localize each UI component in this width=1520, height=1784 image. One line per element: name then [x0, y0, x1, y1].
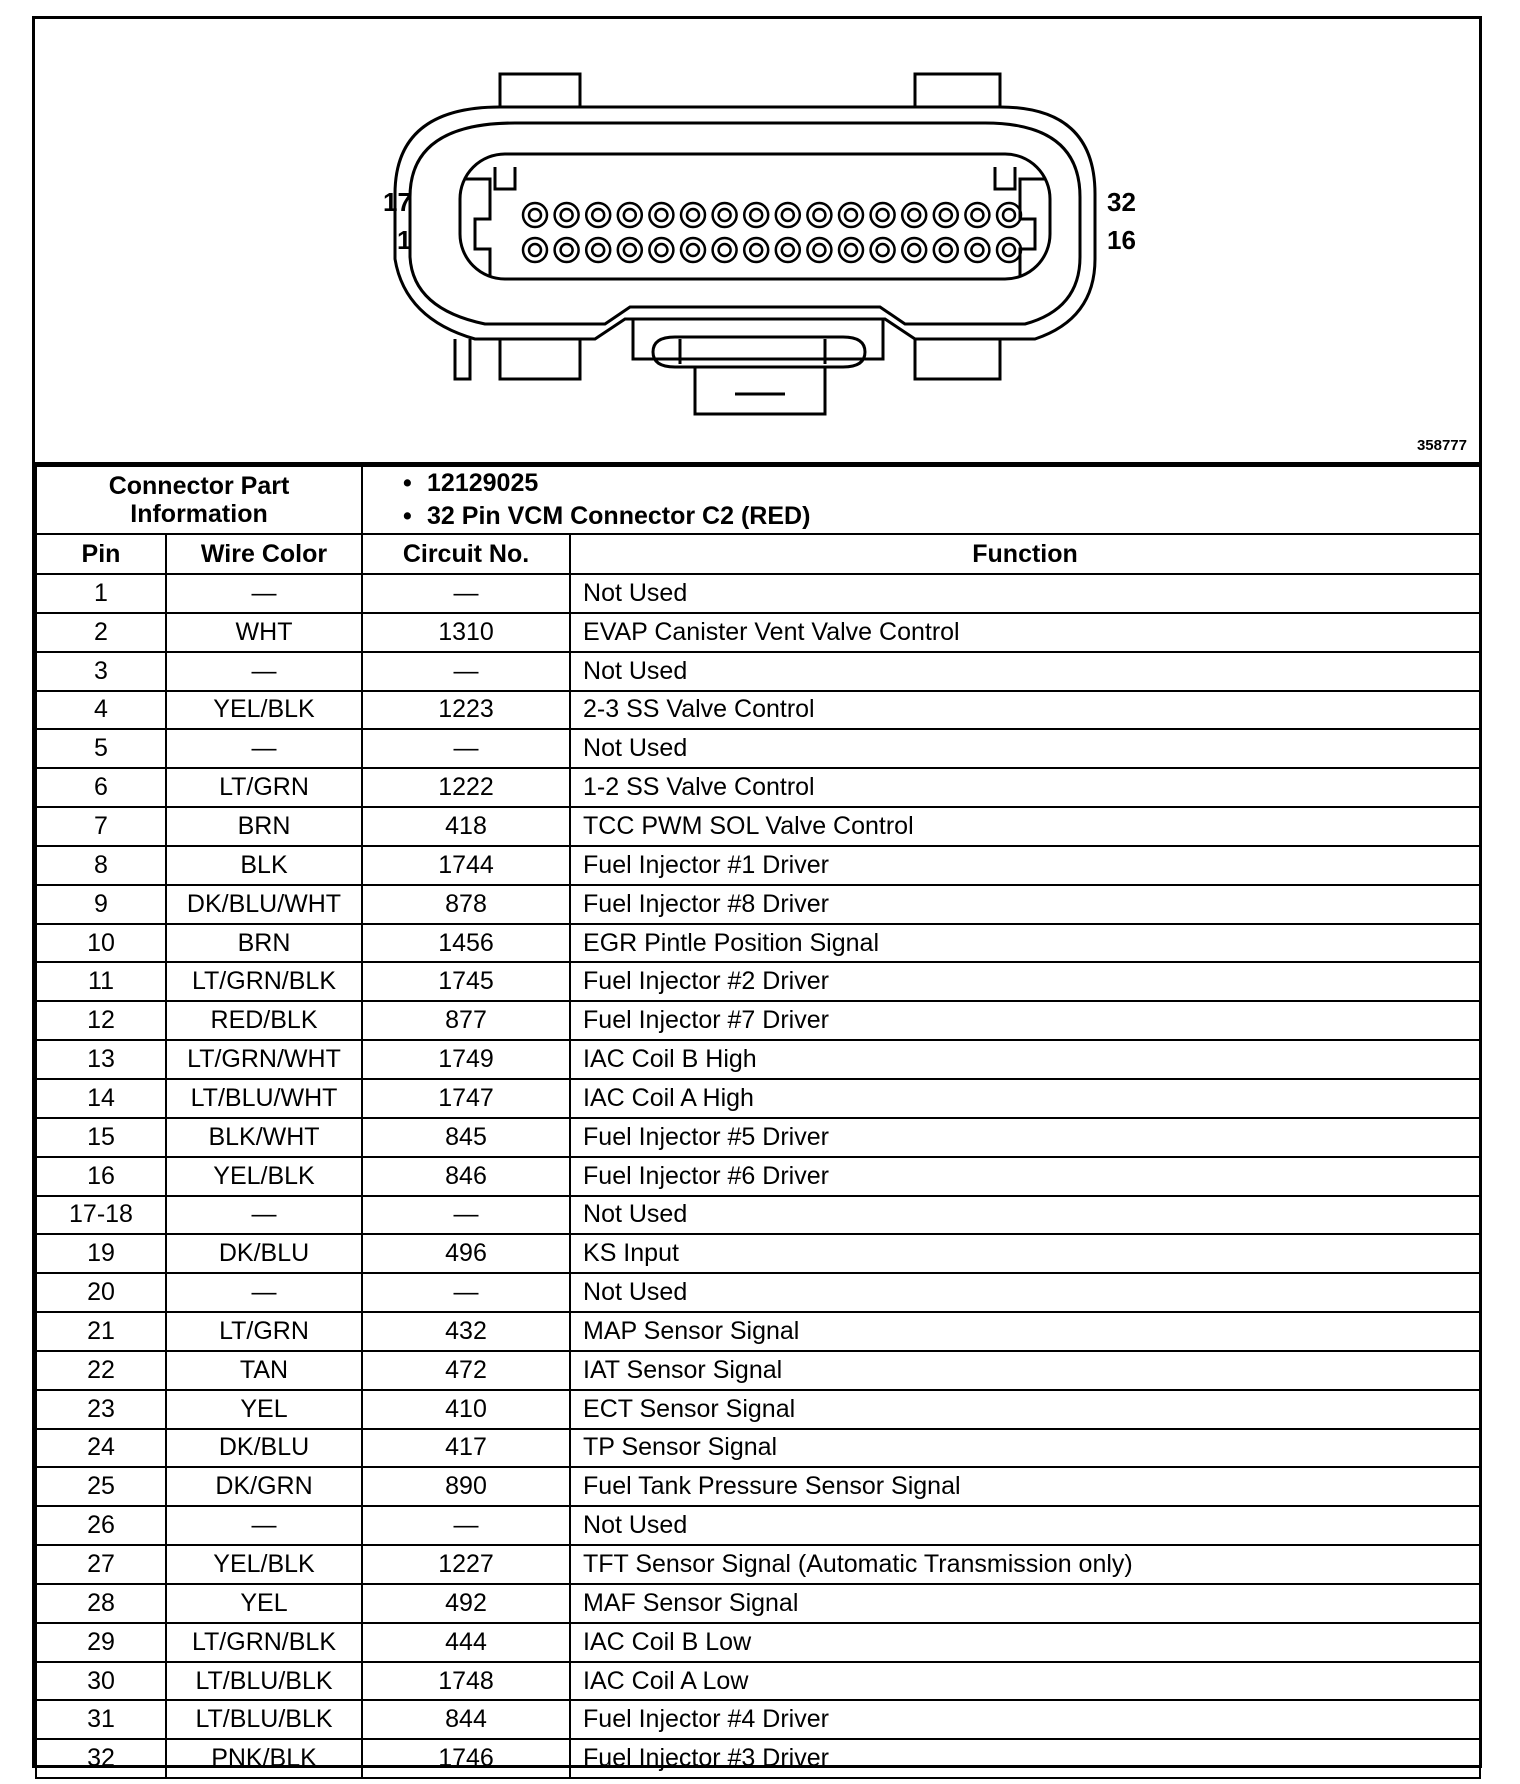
cell-circuit: 1310	[362, 613, 570, 652]
cell-function: MAP Sensor Signal	[570, 1312, 1480, 1351]
cell-pin: 26	[36, 1506, 166, 1545]
cell-circuit: 496	[362, 1234, 570, 1273]
cell-pin: 10	[36, 924, 166, 963]
cell-function: Fuel Injector #3 Driver	[570, 1739, 1480, 1778]
cell-circuit: 444	[362, 1623, 570, 1662]
pin-contact	[845, 244, 857, 256]
col-header-wire-color: Wire Color	[166, 534, 362, 574]
table-row	[36, 1739, 1480, 1778]
cell-function: EVAP Canister Vent Valve Control	[570, 613, 1480, 652]
cell-pin: 8	[36, 846, 166, 885]
pin-contact	[655, 244, 667, 256]
cell-function: Fuel Injector #4 Driver	[570, 1700, 1480, 1739]
pin-contact	[719, 209, 731, 221]
cell-circuit: 492	[362, 1584, 570, 1623]
pin-contact	[529, 244, 541, 256]
table-row	[36, 1545, 1480, 1584]
pin-cavity	[934, 203, 958, 227]
table-row	[36, 1662, 1480, 1701]
cell-circuit: 418	[362, 807, 570, 846]
pin-cavity	[965, 203, 989, 227]
cell-wire-color: —	[166, 1273, 362, 1312]
pin-contact	[750, 209, 762, 221]
cell-wire-color: YEL	[166, 1390, 362, 1429]
pin-cavity	[776, 203, 800, 227]
cell-circuit: 472	[362, 1351, 570, 1390]
cell-function: Fuel Injector #5 Driver	[570, 1118, 1480, 1157]
cell-function: TFT Sensor Signal (Automatic Transmission only)	[570, 1545, 1480, 1584]
cell-wire-color: —	[166, 574, 362, 613]
cell-wire-color: TAN	[166, 1351, 362, 1390]
pin-contact	[561, 244, 573, 256]
cell-circuit: —	[362, 652, 570, 691]
pin-cavity	[902, 203, 926, 227]
cell-function: Not Used	[570, 1196, 1480, 1235]
pin-cavity	[997, 238, 1021, 262]
pin-cavity	[523, 238, 547, 262]
cell-pin: 11	[36, 962, 166, 1001]
cell-wire-color: PNK/BLK	[166, 1739, 362, 1778]
pin-cavity	[776, 238, 800, 262]
cell-pin: 21	[36, 1312, 166, 1351]
cell-pin: 3	[36, 652, 166, 691]
table-header-row	[36, 534, 1480, 574]
table-row	[36, 652, 1480, 691]
cell-pin: 6	[36, 768, 166, 807]
connector-info-label: Connector Part Information	[36, 466, 362, 534]
pin-cavity	[713, 203, 737, 227]
pin-cavity	[681, 203, 705, 227]
table-row	[36, 1390, 1480, 1429]
table-row	[36, 1584, 1480, 1623]
pin-cavity	[523, 203, 547, 227]
cell-function: IAC Coil A Low	[570, 1662, 1480, 1701]
cell-wire-color: —	[166, 1506, 362, 1545]
cell-pin: 9	[36, 885, 166, 924]
cell-pin: 20	[36, 1273, 166, 1312]
cell-wire-color: YEL/BLK	[166, 691, 362, 730]
cell-function: KS Input	[570, 1234, 1480, 1273]
table-row	[36, 1312, 1480, 1351]
cell-wire-color: RED/BLK	[166, 1001, 362, 1040]
cell-function: Fuel Injector #8 Driver	[570, 885, 1480, 924]
cell-circuit: 1747	[362, 1079, 570, 1118]
table-row	[36, 691, 1480, 730]
cell-function: 2-3 SS Valve Control	[570, 691, 1480, 730]
pin-contact	[782, 209, 794, 221]
pin-contact	[1003, 244, 1015, 256]
cell-pin: 13	[36, 1040, 166, 1079]
pin-contact	[971, 244, 983, 256]
cell-wire-color: YEL	[166, 1584, 362, 1623]
cell-pin: 31	[36, 1700, 166, 1739]
table-row	[36, 1118, 1480, 1157]
table-row	[36, 1234, 1480, 1273]
pin-cavity	[744, 238, 768, 262]
col-header-circuit: Circuit No.	[362, 534, 570, 574]
pin-contact	[813, 209, 825, 221]
pin-contact	[908, 209, 920, 221]
cell-function: 1-2 SS Valve Control	[570, 768, 1480, 807]
cell-wire-color: LT/GRN/BLK	[166, 962, 362, 1001]
cell-pin: 22	[36, 1351, 166, 1390]
cell-circuit: —	[362, 729, 570, 768]
pin-contact	[782, 244, 794, 256]
pin-contact	[813, 244, 825, 256]
table-row	[36, 1429, 1480, 1468]
cell-circuit: 1745	[362, 962, 570, 1001]
pin-cavity	[681, 238, 705, 262]
cell-function: IAC Coil B High	[570, 1040, 1480, 1079]
cell-wire-color: LT/BLU/WHT	[166, 1079, 362, 1118]
table-row	[36, 807, 1480, 846]
cell-pin: 23	[36, 1390, 166, 1429]
cell-pin: 30	[36, 1662, 166, 1701]
cell-wire-color: YEL/BLK	[166, 1545, 362, 1584]
cell-function: EGR Pintle Position Signal	[570, 924, 1480, 963]
pin-label-16: 16	[1107, 225, 1136, 255]
pin-cavity	[618, 203, 642, 227]
cell-wire-color: LT/GRN	[166, 768, 362, 807]
cell-circuit: 1748	[362, 1662, 570, 1701]
table-row	[36, 1001, 1480, 1040]
cell-circuit: 1223	[362, 691, 570, 730]
cell-wire-color: LT/BLU/BLK	[166, 1662, 362, 1701]
cell-wire-color: DK/BLU	[166, 1234, 362, 1273]
pin-cavity	[997, 203, 1021, 227]
cell-wire-color: BLK/WHT	[166, 1118, 362, 1157]
pin-label-32: 32	[1107, 187, 1136, 217]
table-row	[36, 1157, 1480, 1196]
table-row	[36, 1273, 1480, 1312]
table-row	[36, 1506, 1480, 1545]
cell-pin: 4	[36, 691, 166, 730]
cell-wire-color: LT/BLU/BLK	[166, 1700, 362, 1739]
pin-cavity	[902, 238, 926, 262]
cell-function: Not Used	[570, 1273, 1480, 1312]
cell-circuit: 1456	[362, 924, 570, 963]
cell-pin: 14	[36, 1079, 166, 1118]
table-row	[36, 1040, 1480, 1079]
pin-cavity	[807, 238, 831, 262]
cell-wire-color: LT/GRN/BLK	[166, 1623, 362, 1662]
table-row	[36, 1079, 1480, 1118]
figure-number: 358777	[1416, 437, 1467, 454]
cell-circuit: 1749	[362, 1040, 570, 1079]
cell-pin: 17-18	[36, 1196, 166, 1235]
pin-cavity	[713, 238, 737, 262]
col-header-function: Function	[570, 534, 1480, 574]
cell-function: MAF Sensor Signal	[570, 1584, 1480, 1623]
cell-function: Fuel Injector #1 Driver	[570, 846, 1480, 885]
connector-description: 32 Pin VCM Connector C2 (RED)	[427, 502, 811, 530]
connector-info-row	[36, 466, 1480, 534]
connector-face-drawing	[35, 19, 1479, 459]
cell-function: Fuel Injector #6 Driver	[570, 1157, 1480, 1196]
connector-diagram	[35, 19, 1479, 465]
pin-contact	[624, 209, 636, 221]
cell-function: IAC Coil B Low	[570, 1623, 1480, 1662]
cell-circuit: 890	[362, 1467, 570, 1506]
pin-contact	[908, 244, 920, 256]
pin-contact	[592, 209, 604, 221]
pin-contact	[687, 244, 699, 256]
cell-wire-color: WHT	[166, 613, 362, 652]
cell-pin: 5	[36, 729, 166, 768]
cell-wire-color: DK/GRN	[166, 1467, 362, 1506]
cell-function: ECT Sensor Signal	[570, 1390, 1480, 1429]
table-row	[36, 846, 1480, 885]
cell-wire-color: DK/BLU	[166, 1429, 362, 1468]
cell-pin: 25	[36, 1467, 166, 1506]
connector-sheet	[32, 16, 1482, 1773]
cell-function: IAT Sensor Signal	[570, 1351, 1480, 1390]
pin-contact	[687, 209, 699, 221]
cell-wire-color: —	[166, 1196, 362, 1235]
pin-contact	[940, 209, 952, 221]
pin-contact	[592, 244, 604, 256]
cell-pin: 16	[36, 1157, 166, 1196]
pin-contact	[940, 244, 952, 256]
cell-circuit: 1744	[362, 846, 570, 885]
cell-circuit: 878	[362, 885, 570, 924]
cell-pin: 1	[36, 574, 166, 613]
cell-circuit: 1746	[362, 1739, 570, 1778]
table-row	[36, 768, 1480, 807]
pin-contact	[719, 244, 731, 256]
cell-function: TP Sensor Signal	[570, 1429, 1480, 1468]
cell-pin: 32	[36, 1739, 166, 1778]
pin-contact	[561, 209, 573, 221]
cell-pin: 19	[36, 1234, 166, 1273]
table-row	[36, 613, 1480, 652]
table-row	[36, 962, 1480, 1001]
pin-contact	[1003, 209, 1015, 221]
pin-cavity	[839, 203, 863, 227]
cell-pin: 27	[36, 1545, 166, 1584]
table-row	[36, 1623, 1480, 1662]
cell-pin: 2	[36, 613, 166, 652]
cell-function: Fuel Tank Pressure Sensor Signal	[570, 1467, 1480, 1506]
pinout-table	[35, 465, 1481, 1779]
cell-function: Fuel Injector #2 Driver	[570, 962, 1480, 1001]
cell-circuit: —	[362, 574, 570, 613]
pin-cavity	[965, 238, 989, 262]
cell-circuit: —	[362, 1273, 570, 1312]
cell-pin: 29	[36, 1623, 166, 1662]
cell-circuit: 846	[362, 1157, 570, 1196]
table-row	[36, 1351, 1480, 1390]
cell-wire-color: YEL/BLK	[166, 1157, 362, 1196]
table-row	[36, 574, 1480, 613]
cell-circuit: 1227	[362, 1545, 570, 1584]
cell-pin: 7	[36, 807, 166, 846]
pin-cavity	[618, 238, 642, 262]
pin-cavity	[934, 238, 958, 262]
pin-cavity	[871, 203, 895, 227]
cell-wire-color: —	[166, 729, 362, 768]
cell-wire-color: BRN	[166, 807, 362, 846]
cell-pin: 28	[36, 1584, 166, 1623]
cell-function: Not Used	[570, 729, 1480, 768]
table-row	[36, 1196, 1480, 1235]
pin-contact	[877, 209, 889, 221]
cell-circuit: 432	[362, 1312, 570, 1351]
cell-pin: 15	[36, 1118, 166, 1157]
pin-cavity	[871, 238, 895, 262]
cell-wire-color: BLK	[166, 846, 362, 885]
cell-circuit: —	[362, 1506, 570, 1545]
pin-contact	[750, 244, 762, 256]
pin-cavity	[807, 203, 831, 227]
cell-pin: 24	[36, 1429, 166, 1468]
pin-label-17: 17	[383, 187, 412, 217]
table-row	[36, 1700, 1480, 1739]
pin-contact	[529, 209, 541, 221]
cell-circuit: 844	[362, 1700, 570, 1739]
pin-cavity	[586, 238, 610, 262]
cell-wire-color: LT/GRN/WHT	[166, 1040, 362, 1079]
cell-wire-color: —	[166, 652, 362, 691]
cell-function: Not Used	[570, 1506, 1480, 1545]
cell-function: IAC Coil A High	[570, 1079, 1480, 1118]
cell-circuit: 1222	[362, 768, 570, 807]
connector-info-values: • 12129025 • 32 Pin VCM Connector C2 (RED)	[362, 466, 1480, 534]
table-row	[36, 885, 1480, 924]
cell-function: Not Used	[570, 652, 1480, 691]
cell-wire-color: LT/GRN	[166, 1312, 362, 1351]
pin-contact	[971, 209, 983, 221]
pin-cavity	[586, 203, 610, 227]
cell-circuit: 410	[362, 1390, 570, 1429]
table-row	[36, 729, 1480, 768]
pin-contact	[624, 244, 636, 256]
pin-cavity	[744, 203, 768, 227]
pin-cavity	[839, 238, 863, 262]
pin-contact	[877, 244, 889, 256]
cell-wire-color: DK/BLU/WHT	[166, 885, 362, 924]
pin-cavity	[555, 238, 579, 262]
table-row	[36, 924, 1480, 963]
pin-label-1: 1	[397, 225, 412, 255]
cell-circuit: —	[362, 1196, 570, 1235]
pin-cavity	[555, 203, 579, 227]
pin-cavity	[649, 238, 673, 262]
cell-function: Fuel Injector #7 Driver	[570, 1001, 1480, 1040]
pin-cavity	[649, 203, 673, 227]
cell-circuit: 417	[362, 1429, 570, 1468]
part-number: 12129025	[427, 469, 539, 497]
table-row	[36, 1467, 1480, 1506]
cell-circuit: 877	[362, 1001, 570, 1040]
col-header-pin: Pin	[36, 534, 166, 574]
cell-wire-color: BRN	[166, 924, 362, 963]
cell-pin: 12	[36, 1001, 166, 1040]
cell-function: Not Used	[570, 574, 1480, 613]
cell-function: TCC PWM SOL Valve Control	[570, 807, 1480, 846]
pin-contact	[655, 209, 667, 221]
pin-contact	[845, 209, 857, 221]
cell-circuit: 845	[362, 1118, 570, 1157]
